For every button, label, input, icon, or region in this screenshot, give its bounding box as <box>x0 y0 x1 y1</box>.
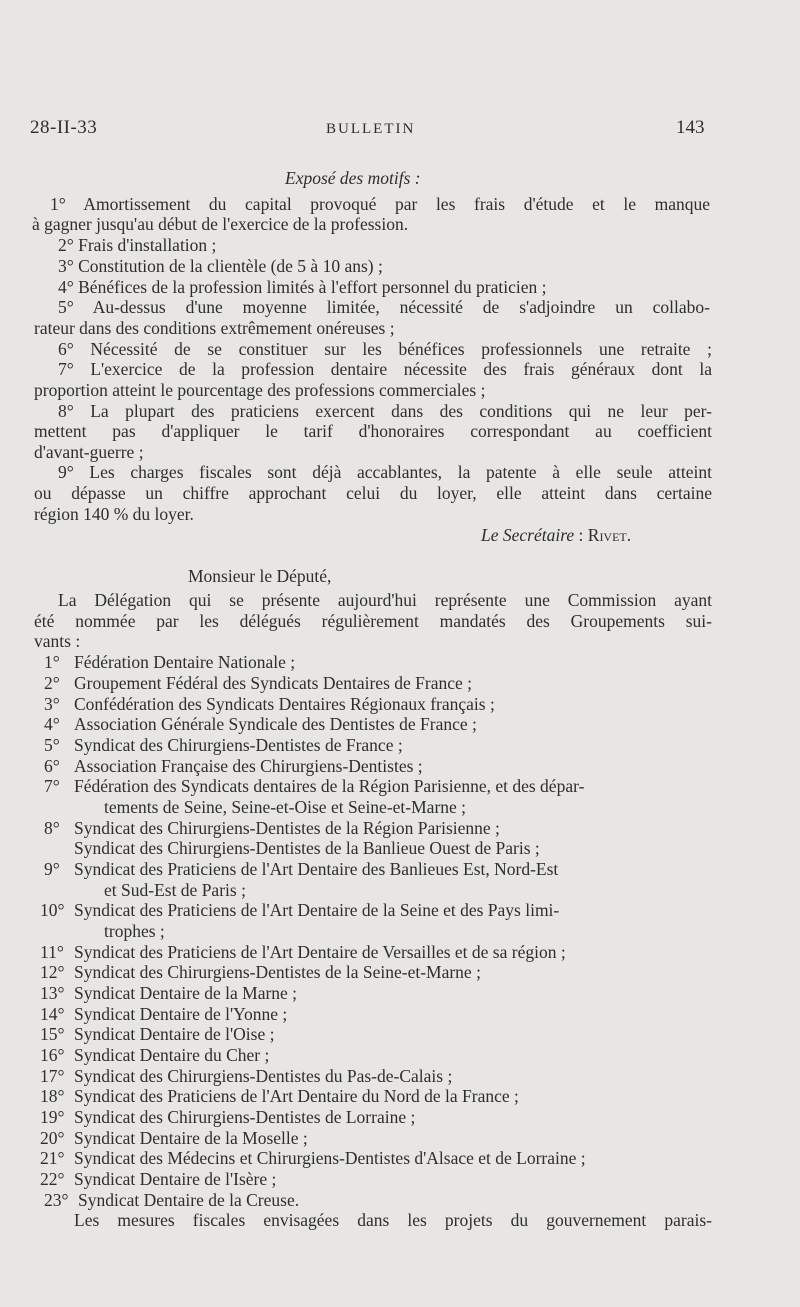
signature-name: Rivet. <box>587 525 632 545</box>
list-item <box>40 1024 274 1045</box>
list-item <box>40 1128 308 1149</box>
list-item <box>44 818 500 839</box>
list-number: 23° <box>44 1190 69 1210</box>
list-item <box>44 673 472 694</box>
list-item <box>40 942 566 963</box>
list-text: Syndicat des Chirurgiens-Dentistes de la Seine-et-Marne ; <box>74 962 481 982</box>
list-text: Syndicat des Chirurgiens-Dentistes de France ; <box>74 735 403 755</box>
closing-line: Les mesures fiscales envisagées dans les projets du gouvernement parais- <box>74 1210 712 1230</box>
expose-line: proportion atteint le pourcentage des professions commerciales ; <box>34 380 486 400</box>
list-number: 19° <box>40 1107 65 1127</box>
list-item <box>44 694 495 715</box>
expose-line: 2° Frais d'installation ; <box>58 235 217 255</box>
list-item <box>40 1148 586 1169</box>
list-text: Groupement Fédéral des Syndicats Dentaires de France ; <box>74 673 472 693</box>
list-number: 5° <box>44 735 60 755</box>
list-continuation <box>104 921 165 942</box>
expose-line: 1° Amortissement du capital provoqué par les frais d'étude et le manque <box>50 194 710 214</box>
list-number: 1° <box>44 652 60 672</box>
list-number: 18° <box>40 1086 65 1106</box>
list-item <box>44 735 403 756</box>
expose-line: 4° Bénéfices de la profession limités à l'effort personnel du praticien ; <box>58 277 547 297</box>
list-text: Syndicat des Chirurgiens-Dentistes de la Région Parisienne ; <box>74 818 500 838</box>
list-number: 10° <box>40 900 65 920</box>
list-text: Syndicat des Chirurgiens-Dentistes de la Banlieue Ouest de Paris ; <box>74 838 540 858</box>
expose-line: 9° Les charges fiscales sont déjà accablantes, la patente à elle seule atteint <box>58 462 712 482</box>
list-text: et Sud-Est de Paris ; <box>104 880 246 900</box>
list-item <box>40 1066 452 1087</box>
intro-line: vants : <box>34 631 81 651</box>
list-text: Fédération Dentaire Nationale ; <box>74 652 296 672</box>
list-text: tements de Seine, Seine-et-Oise et Seine-et-Marne ; <box>104 797 467 817</box>
list-number: 20° <box>40 1128 65 1148</box>
list-number: 9° <box>44 859 60 879</box>
list-text: Syndicat Dentaire de l'Oise ; <box>74 1024 275 1044</box>
salutation: Monsieur le Député, <box>188 566 332 586</box>
list-number: 8° <box>44 818 60 838</box>
expose-line: rateur dans des conditions extrêmement onéreuses ; <box>34 318 395 338</box>
expose-line: 5° Au-dessus d'une moyenne limitée, nécessité de s'adjoindre un collabo- <box>58 297 710 317</box>
list-item <box>40 900 559 921</box>
page-header <box>0 117 800 143</box>
list-text: Syndicat des Médecins et Chirurgiens-Dentistes d'Alsace et de Lorraine ; <box>74 1148 586 1168</box>
list-number: 2° <box>44 673 60 693</box>
list-text: Association Française des Chirurgiens-Dentistes ; <box>74 756 423 776</box>
signature <box>481 525 631 546</box>
list-text: Syndicat Dentaire du Cher ; <box>74 1045 270 1065</box>
list-text: Confédération des Syndicats Dentaires Régionaux français ; <box>74 694 495 714</box>
page-number: 143 <box>676 117 705 138</box>
list-item <box>40 983 297 1004</box>
list-item <box>44 714 477 735</box>
list-text: Syndicat Dentaire de l'Isère ; <box>74 1169 277 1189</box>
list-text: Syndicat Dentaire de la Moselle ; <box>74 1128 308 1148</box>
list-item <box>40 1086 519 1107</box>
list-text: Syndicat des Praticiens de l'Art Dentaire des Banlieues Est, Nord-Est <box>74 859 559 879</box>
list-text: trophes ; <box>104 921 165 941</box>
list-number: 4° <box>44 714 60 734</box>
list-number: 21° <box>40 1148 65 1168</box>
expose-line: région 140 % du loyer. <box>34 504 194 524</box>
list-number: 6° <box>44 756 60 776</box>
expose-line: à gagner jusqu'au début de l'exercice de la profession. <box>32 214 409 234</box>
expose-line: 8° La plupart des praticiens exercent dans des conditions qui ne leur per- <box>58 401 712 421</box>
intro-line: La Délégation qui se présente aujourd'hui représente une Commission ayant <box>58 590 712 610</box>
list-text: Syndicat des Praticiens de l'Art Dentaire de Versailles et de sa région ; <box>74 942 566 962</box>
list-number: 15° <box>40 1024 65 1044</box>
list-item <box>44 652 295 673</box>
list-number: 14° <box>40 1004 65 1024</box>
list-item <box>44 776 584 797</box>
list-continuation <box>74 838 540 859</box>
list-text: Fédération des Syndicats dentaires de la Région Parisienne, et des dépar- <box>74 776 585 796</box>
list-text: Syndicat Dentaire de l'Yonne ; <box>74 1004 288 1024</box>
list-continuation <box>104 880 246 901</box>
list-item <box>40 1107 415 1128</box>
intro-line: été nommée par les délégués régulièrement mandatés des Groupements sui- <box>34 611 712 631</box>
header-date: 28-II-33 <box>30 117 98 138</box>
list-text: Association Générale Syndicale des Dentistes de France ; <box>74 714 477 734</box>
list-item <box>44 756 423 777</box>
list-text: Syndicat Dentaire de la Marne ; <box>74 983 298 1003</box>
list-number: 11° <box>40 942 64 962</box>
expose-line: d'avant-guerre ; <box>34 442 144 462</box>
list-number: 17° <box>40 1066 65 1086</box>
list-text: Syndicat des Chirurgiens-Dentistes de Lorraine ; <box>74 1107 416 1127</box>
list-item <box>40 1169 276 1190</box>
list-text: Syndicat des Praticiens de l'Art Dentaire de la Seine et des Pays limi- <box>74 900 560 920</box>
list-text: Syndicat des Praticiens de l'Art Dentaire du Nord de la France ; <box>74 1086 519 1106</box>
expose-line: 3° Constitution de la clientèle (de 5 à 10 ans) ; <box>58 256 383 276</box>
expose-line: ou dépasse un chiffre approchant celui du loyer, elle atteint dans certaine <box>34 483 712 503</box>
expose-line: 7° L'exercice de la profession dentaire nécessite des frais généraux dont la <box>58 359 712 379</box>
list-number: 7° <box>44 776 60 796</box>
expose-line: mettent pas d'appliquer le tarif d'honoraires correspondant au coefficient <box>34 421 712 441</box>
list-continuation <box>104 797 466 818</box>
list-item <box>44 1190 299 1211</box>
list-text: Syndicat Dentaire de la Creuse. <box>78 1190 300 1210</box>
list-item <box>44 859 558 880</box>
list-text: Syndicat des Chirurgiens-Dentistes du Pas-de-Calais ; <box>74 1066 453 1086</box>
list-number: 3° <box>44 694 60 714</box>
list-number: 22° <box>40 1169 65 1189</box>
list-item <box>40 1004 287 1025</box>
list-number: 12° <box>40 962 65 982</box>
expose-heading: Exposé des motifs : <box>285 168 421 188</box>
list-number: 13° <box>40 983 65 1003</box>
signature-label: Le Secrétaire <box>481 525 575 545</box>
list-number: 16° <box>40 1045 65 1065</box>
signature-separator: : <box>574 525 588 545</box>
list-item <box>40 962 481 983</box>
list-item <box>40 1045 269 1066</box>
header-title: BULLETIN <box>326 121 416 137</box>
expose-line: 6° Nécessité de se constituer sur les bénéfices professionnels une retraite ; <box>58 339 712 359</box>
